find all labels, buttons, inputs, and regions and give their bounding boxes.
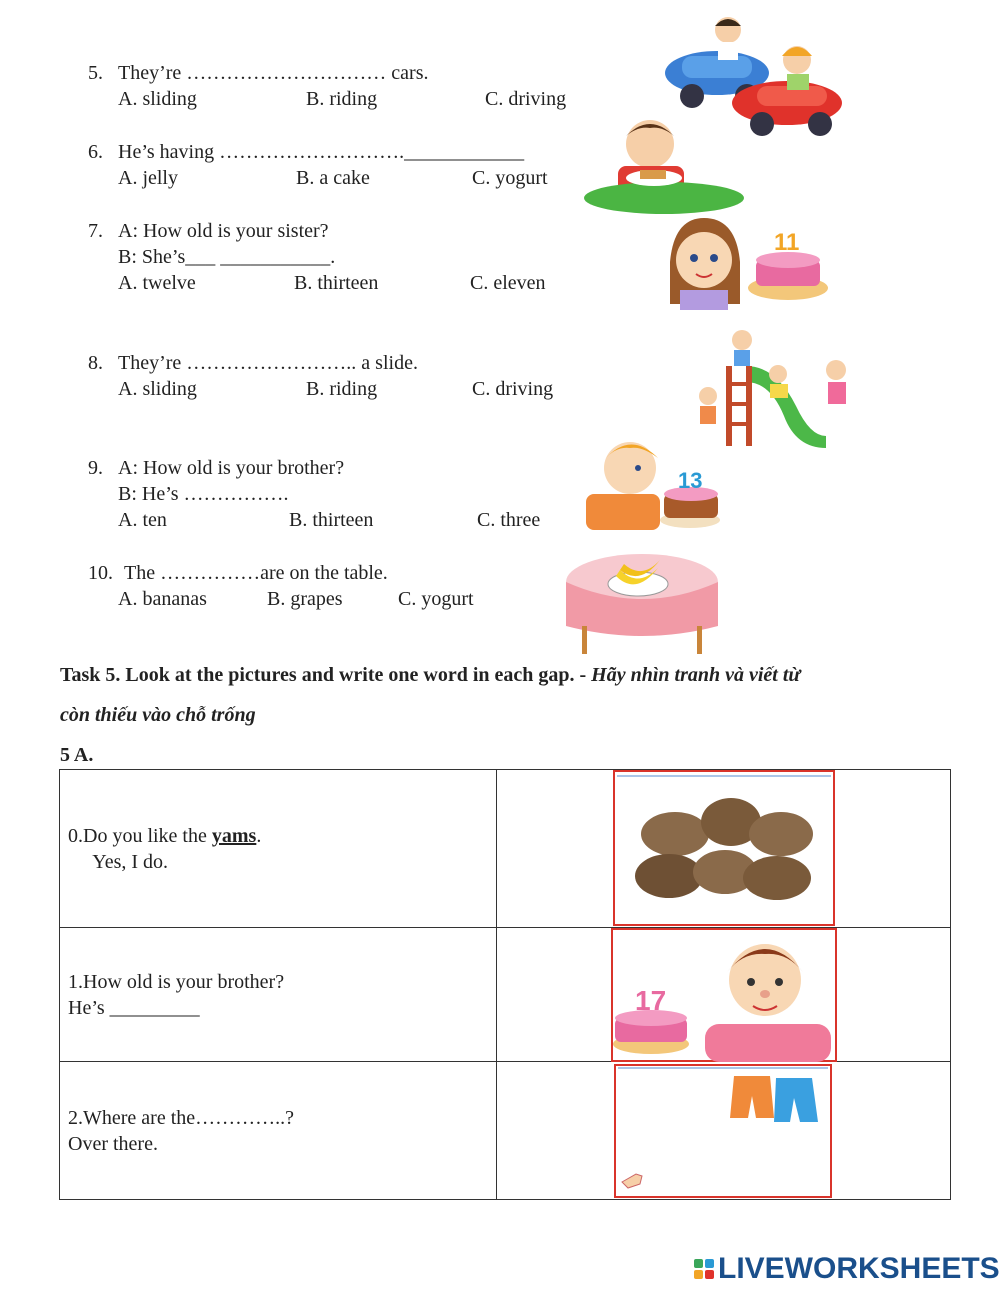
row-question: 0.Do you like the bbox=[68, 824, 212, 847]
row-question-blank[interactable]: 2.Where are the…………..? bbox=[68, 1106, 295, 1129]
brand-name: LIVEWORKSHEETS bbox=[718, 1252, 1000, 1285]
question-text: The ……………are on the table. bbox=[124, 562, 388, 584]
option-c[interactable]: C. driving bbox=[472, 378, 554, 400]
task-5-title-bold: Task 5. Look at the pictures and write one word in each gap. - bbox=[60, 664, 592, 686]
picture-cell bbox=[497, 1062, 951, 1200]
picture-cell bbox=[497, 928, 951, 1062]
task-5-title-italic: Hãy nhìn tranh và viết từ bbox=[591, 664, 801, 686]
bananas-table-picture bbox=[562, 546, 722, 656]
question-answer-line[interactable]: B: He’s ……………. bbox=[118, 483, 289, 505]
question-text: He’s having ……………………….____________ bbox=[118, 141, 525, 163]
option-c[interactable]: C. eleven bbox=[470, 272, 546, 294]
option-b[interactable]: B. riding bbox=[306, 88, 378, 110]
question-answer-line[interactable]: B: She’s___ ___________. bbox=[118, 246, 336, 268]
row-question: 1.How old is your brother? bbox=[68, 970, 285, 993]
question-text: They’re …………………….. a slide. bbox=[118, 352, 418, 374]
task-5-title bbox=[60, 664, 800, 687]
girl-birthday-cake-picture bbox=[664, 214, 834, 310]
question-number: 10. bbox=[88, 562, 113, 584]
row-answer: Yes, I do. bbox=[68, 850, 169, 873]
table-row bbox=[60, 1062, 951, 1200]
row-answer-blank[interactable]: He’s _________ bbox=[68, 996, 200, 1019]
option-a[interactable]: A. ten bbox=[118, 509, 167, 531]
cake-number: 17 bbox=[635, 985, 667, 1016]
option-a[interactable]: A. sliding bbox=[118, 88, 197, 110]
question-text: A: How old is your sister? bbox=[118, 220, 329, 242]
question-cell bbox=[60, 928, 497, 1062]
option-b[interactable]: B. grapes bbox=[267, 588, 343, 610]
option-c[interactable]: C. three bbox=[477, 509, 541, 531]
option-a[interactable]: A. bananas bbox=[118, 588, 207, 610]
option-a[interactable]: A. sliding bbox=[118, 378, 197, 400]
cake-number: 11 bbox=[774, 229, 800, 256]
boy-eating-cake-picture bbox=[582, 112, 754, 214]
task-5-subtitle: còn thiếu vào chỗ trống bbox=[60, 704, 256, 726]
option-a[interactable]: A. twelve bbox=[118, 272, 196, 294]
option-c[interactable]: C. yogurt bbox=[472, 167, 548, 189]
example-answer: yams bbox=[211, 824, 257, 847]
option-c[interactable]: C. driving bbox=[485, 88, 567, 110]
boy-17-cake-picture bbox=[611, 928, 837, 1062]
table-row bbox=[60, 928, 951, 1062]
option-c[interactable]: C. yogurt bbox=[398, 588, 474, 610]
section-label: 5 A. bbox=[60, 744, 94, 766]
liveworksheets-logo bbox=[694, 1252, 1000, 1286]
table-row bbox=[60, 770, 951, 928]
row-question-end: . bbox=[256, 824, 262, 847]
option-b[interactable]: B. a cake bbox=[296, 167, 370, 189]
option-b[interactable]: B. riding bbox=[306, 378, 378, 400]
option-a[interactable]: A. jelly bbox=[118, 167, 178, 189]
question-number: 5. bbox=[88, 62, 103, 84]
question-number: 9. bbox=[88, 457, 103, 479]
option-b[interactable]: B. thirteen bbox=[294, 272, 379, 294]
yams-picture bbox=[613, 770, 835, 926]
picture-cell bbox=[497, 770, 951, 928]
boy-birthday-cake-picture bbox=[582, 430, 724, 530]
question-text: A: How old is your brother? bbox=[118, 457, 345, 479]
task-5-table bbox=[59, 769, 951, 1200]
shorts-picture bbox=[614, 1064, 832, 1198]
cake-number: 13 bbox=[678, 468, 703, 493]
question-text: They’re ………………………… cars. bbox=[118, 62, 429, 84]
logo-mark-icon bbox=[694, 1259, 714, 1279]
row-answer: Over there. bbox=[68, 1132, 158, 1155]
option-b[interactable]: B. thirteen bbox=[289, 509, 374, 531]
question-cell bbox=[60, 1062, 497, 1200]
question-number: 6. bbox=[88, 141, 103, 163]
question-number: 8. bbox=[88, 352, 103, 374]
question-cell bbox=[60, 770, 497, 928]
question-number: 7. bbox=[88, 220, 103, 242]
